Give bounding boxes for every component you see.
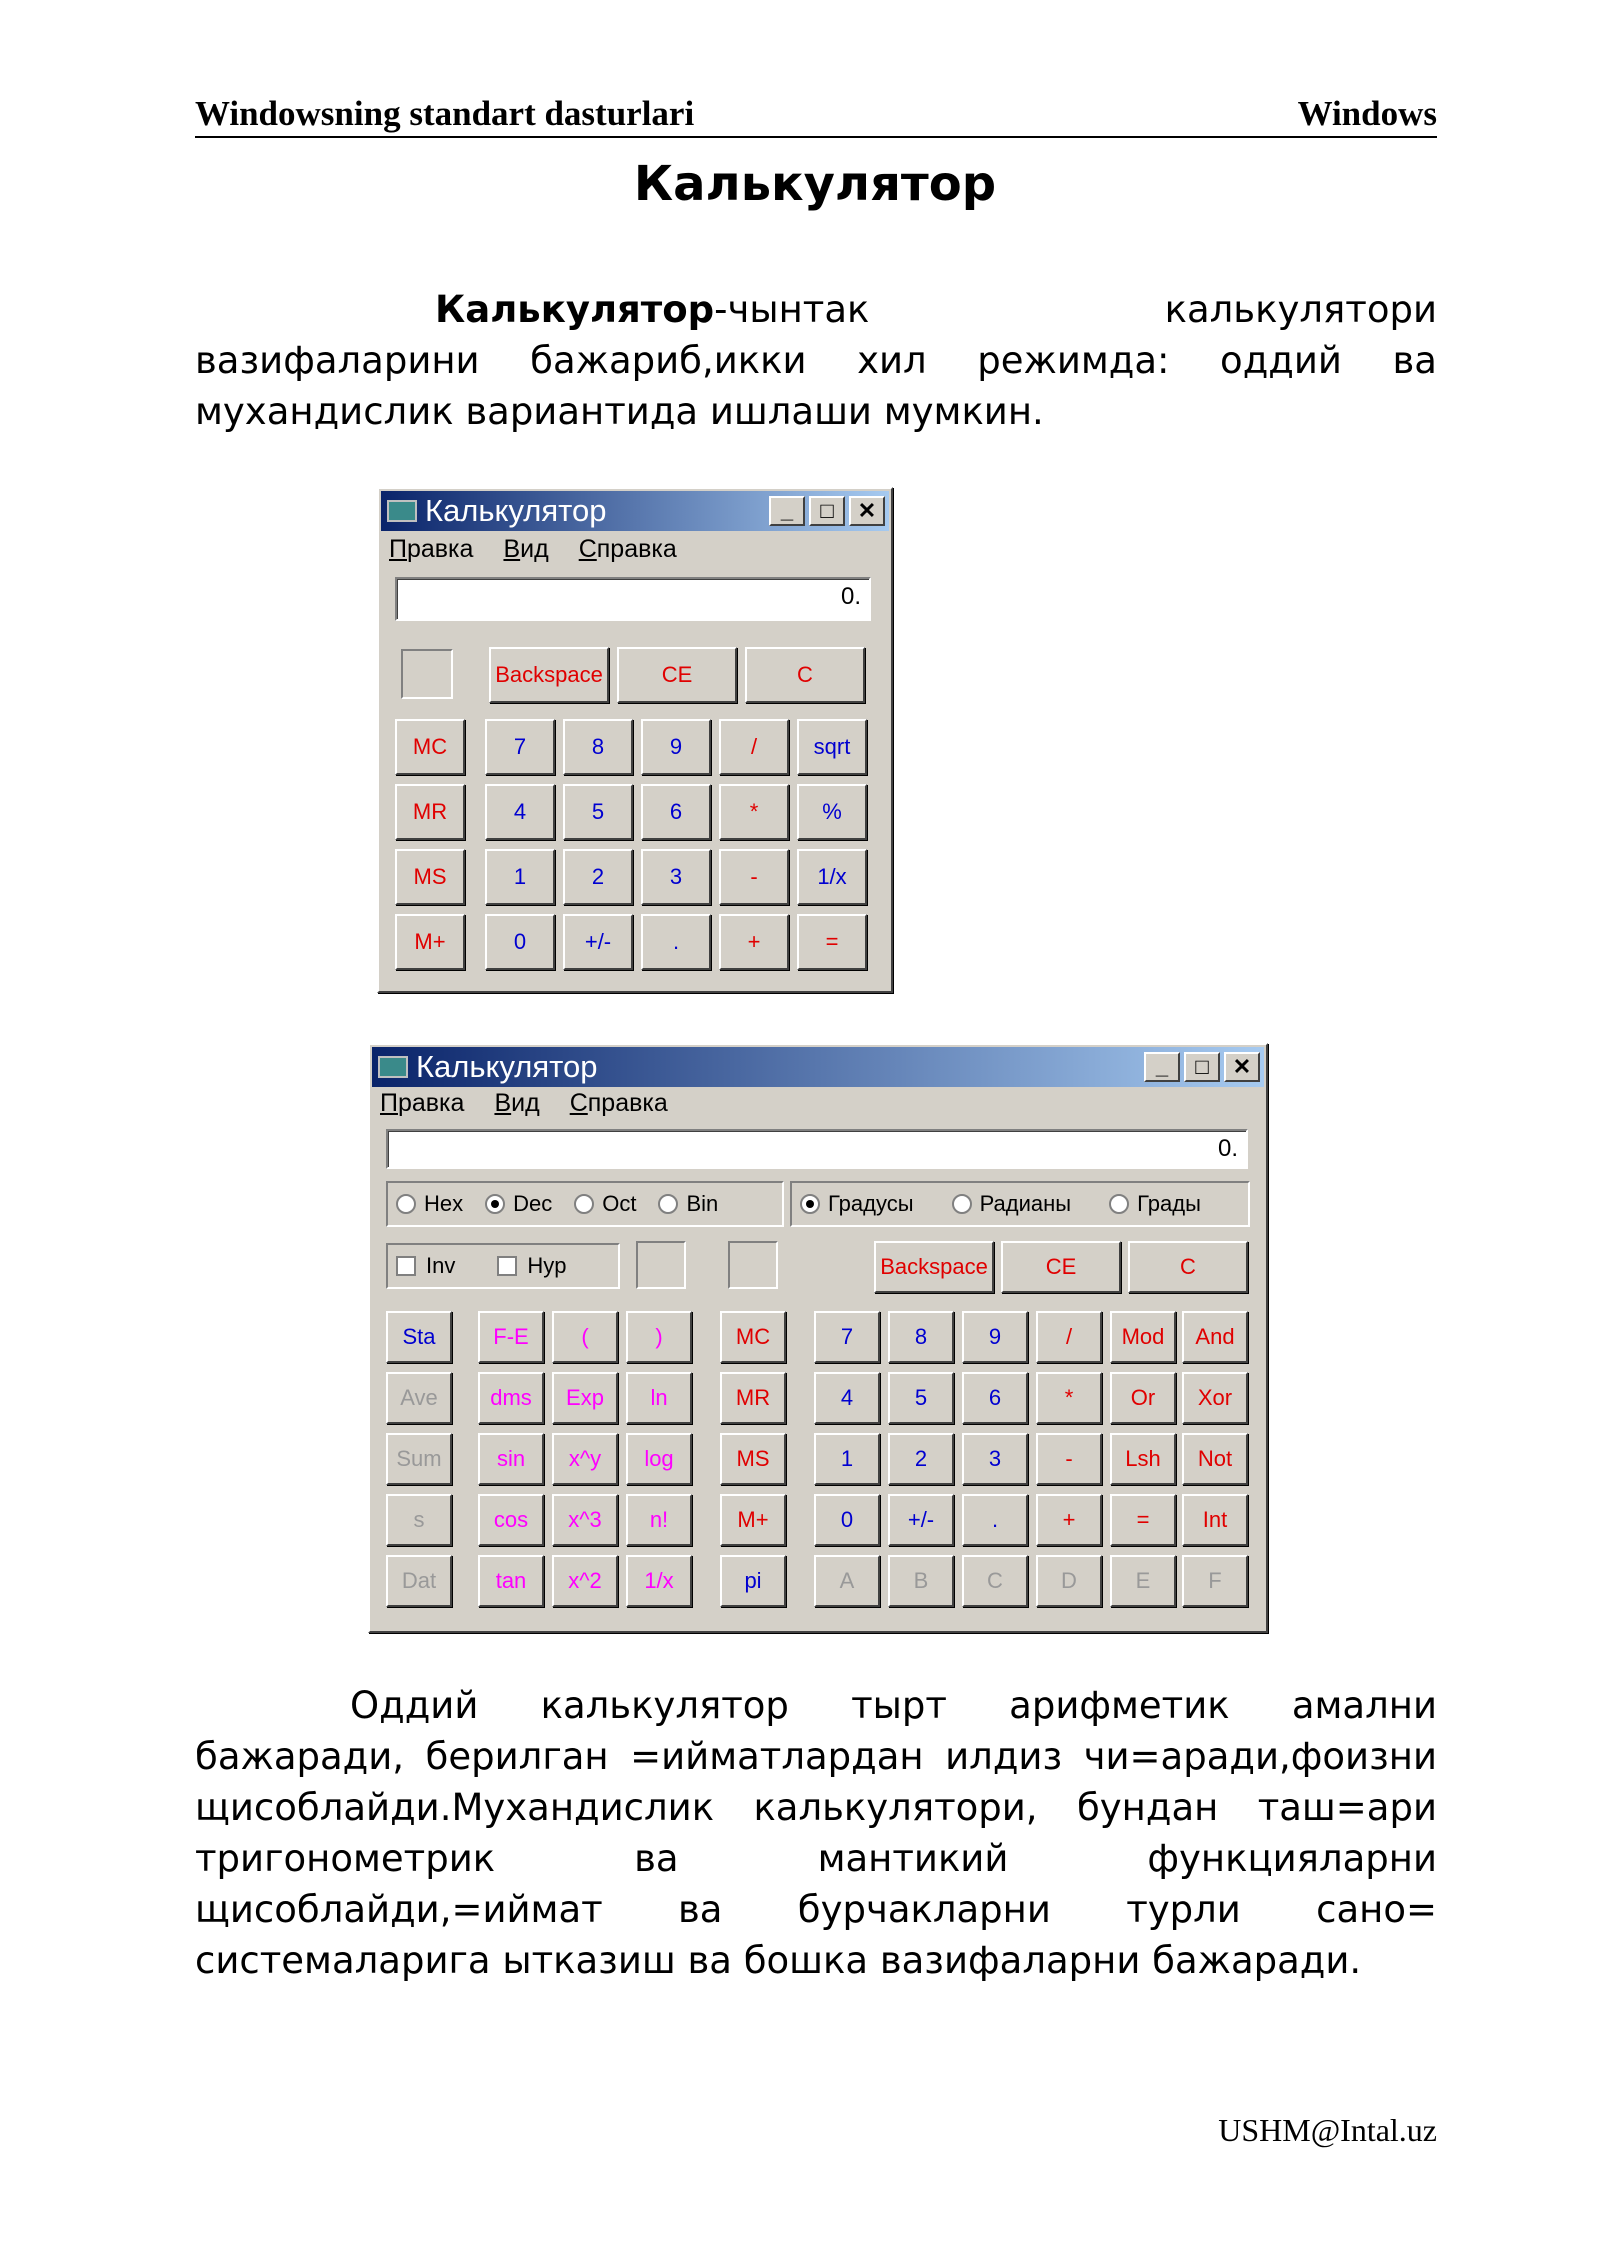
checkbox-inv[interactable] bbox=[396, 1253, 455, 1279]
memory-indicator bbox=[728, 1241, 778, 1289]
mr-button[interactable]: MR bbox=[720, 1372, 786, 1424]
3-button[interactable]: 3 bbox=[962, 1433, 1028, 1485]
calculator-display: 0. bbox=[386, 1129, 1248, 1169]
0-button[interactable]: 0 bbox=[485, 914, 555, 970]
close-button[interactable]: ✕ bbox=[849, 496, 885, 526]
7-button[interactable]: 7 bbox=[814, 1311, 880, 1363]
ms-button[interactable]: MS bbox=[395, 849, 465, 905]
menu-edit[interactable]: Правка bbox=[380, 1089, 465, 1117]
subtract-button[interactable]: - bbox=[719, 849, 789, 905]
tan-button[interactable]: tan bbox=[478, 1555, 544, 1607]
sign-button[interactable]: +/- bbox=[563, 914, 633, 970]
e-button[interactable]: E bbox=[1110, 1555, 1176, 1607]
9-button[interactable]: 9 bbox=[962, 1311, 1028, 1363]
pi-button[interactable]: pi bbox=[720, 1555, 786, 1607]
sin-button[interactable]: sin bbox=[478, 1433, 544, 1485]
6-button[interactable]: 6 bbox=[962, 1372, 1028, 1424]
close-paren-button[interactable]: ) bbox=[626, 1311, 692, 1363]
mc-button[interactable]: MC bbox=[395, 719, 465, 775]
maximize-button[interactable]: □ bbox=[809, 496, 845, 526]
0-button[interactable]: 0 bbox=[814, 1494, 880, 1546]
percent-button[interactable]: % bbox=[797, 784, 867, 840]
multiply-button[interactable]: * bbox=[719, 784, 789, 840]
intro-paragraph bbox=[195, 284, 1437, 437]
and-button[interactable]: And bbox=[1182, 1311, 1248, 1363]
ce-button[interactable]: CE bbox=[617, 647, 737, 703]
backspace-button[interactable]: Backspace bbox=[874, 1241, 994, 1293]
3-button[interactable]: 3 bbox=[641, 849, 711, 905]
radio-degrees-label: Градусы bbox=[828, 1191, 914, 1216]
mc-button[interactable]: MC bbox=[720, 1311, 786, 1363]
subtract-button[interactable]: - bbox=[1036, 1433, 1102, 1485]
title-bar[interactable] bbox=[381, 491, 889, 531]
8-button[interactable]: 8 bbox=[563, 719, 633, 775]
4-button[interactable]: 4 bbox=[485, 784, 555, 840]
calculator-display: 0. bbox=[395, 577, 871, 621]
number-base-group bbox=[386, 1181, 784, 1227]
m+-button[interactable]: M+ bbox=[395, 914, 465, 970]
ave-button[interactable]: Ave bbox=[386, 1372, 452, 1424]
radio-degrees[interactable] bbox=[800, 1191, 914, 1217]
menu-help[interactable]: Справка bbox=[569, 1089, 668, 1117]
body-paragraph: Оддий калькулятор тырт арифметик амални бажаради, берилган =ийматлардан илдиз чи=аради,фоизни щисоблайди.Мухандислик калькулятори, бундан таш=ари тригонометрик ва мантикий функцияларни щисоблайди,=иймат ва бурчакларни турли сано= системаларига ытказиш ва бошка вазифаларни бажаради. bbox=[195, 1684, 1437, 1982]
equals-button[interactable]: = bbox=[797, 914, 867, 970]
decimal-button[interactable]: . bbox=[641, 914, 711, 970]
minimize-button[interactable]: _ bbox=[769, 496, 805, 526]
angle-unit-group bbox=[790, 1181, 1250, 1227]
menu-help[interactable]: Справка bbox=[578, 535, 677, 563]
f-button[interactable]: F bbox=[1182, 1555, 1248, 1607]
reciprocal-button[interactable]: 1/x bbox=[626, 1555, 692, 1607]
radio-grads-label: Грады bbox=[1137, 1191, 1201, 1216]
menu-bar bbox=[380, 1089, 698, 1118]
parentheses-indicator bbox=[636, 1241, 686, 1289]
backspace-button[interactable]: Backspace bbox=[489, 647, 609, 703]
mr-button[interactable]: MR bbox=[395, 784, 465, 840]
header-right: Windows bbox=[1297, 94, 1437, 133]
checkbox-hyp-label: Hyp bbox=[527, 1253, 567, 1278]
ms-button[interactable]: MS bbox=[720, 1433, 786, 1485]
log-button[interactable]: log bbox=[626, 1433, 692, 1485]
sign-button[interactable]: +/- bbox=[888, 1494, 954, 1546]
add-button[interactable]: + bbox=[1036, 1494, 1102, 1546]
c-button[interactable]: C bbox=[962, 1555, 1028, 1607]
page-title: Калькулятор bbox=[633, 156, 997, 212]
9-button[interactable]: 9 bbox=[641, 719, 711, 775]
or-button[interactable]: Or bbox=[1110, 1372, 1176, 1424]
menu-view[interactable]: Вид bbox=[503, 535, 549, 563]
menu-view[interactable]: Вид bbox=[494, 1089, 540, 1117]
add-button[interactable]: + bbox=[719, 914, 789, 970]
memory-indicator bbox=[401, 649, 453, 699]
2-button[interactable]: 2 bbox=[888, 1433, 954, 1485]
sta-button[interactable]: Sta bbox=[386, 1311, 452, 1363]
menu-bar bbox=[389, 535, 707, 564]
window-title: Калькулятор bbox=[425, 493, 607, 528]
c-button[interactable]: C bbox=[745, 647, 865, 703]
7-button[interactable]: 7 bbox=[485, 719, 555, 775]
standard-calculator-window bbox=[377, 487, 893, 993]
radio-radians-label: Радианы bbox=[979, 1191, 1072, 1216]
5-button[interactable]: 5 bbox=[563, 784, 633, 840]
minimize-button[interactable]: _ bbox=[1144, 1052, 1180, 1082]
footer-email: USHM@Intal.uz bbox=[1218, 2112, 1437, 2148]
not-button[interactable]: Not bbox=[1182, 1433, 1248, 1485]
radio-hex-label: Hex bbox=[424, 1191, 464, 1216]
2-button[interactable]: 2 bbox=[563, 849, 633, 905]
xor-button[interactable]: Xor bbox=[1182, 1372, 1248, 1424]
factorial-button[interactable]: n! bbox=[626, 1494, 692, 1546]
8-button[interactable]: 8 bbox=[888, 1311, 954, 1363]
divide-button[interactable]: / bbox=[719, 719, 789, 775]
page-header bbox=[195, 92, 1437, 138]
checkbox-hyp[interactable] bbox=[497, 1253, 566, 1279]
inv-hyp-group bbox=[386, 1243, 620, 1289]
title-bar[interactable] bbox=[372, 1047, 1264, 1087]
reciprocal-button[interactable]: 1/x bbox=[797, 849, 867, 905]
ce-button[interactable]: CE bbox=[1001, 1241, 1121, 1293]
equals-button[interactable]: = bbox=[1110, 1494, 1176, 1546]
radio-radians[interactable] bbox=[952, 1191, 1072, 1217]
dat-button[interactable]: Dat bbox=[386, 1555, 452, 1607]
open-paren-button[interactable]: ( bbox=[552, 1311, 618, 1363]
maximize-button[interactable]: □ bbox=[1184, 1052, 1220, 1082]
b-button[interactable]: B bbox=[888, 1555, 954, 1607]
multiply-button[interactable]: * bbox=[1036, 1372, 1102, 1424]
mod-button[interactable]: Mod bbox=[1110, 1311, 1176, 1363]
square-button[interactable]: x^2 bbox=[552, 1555, 618, 1607]
1-button[interactable]: 1 bbox=[485, 849, 555, 905]
1-button[interactable]: 1 bbox=[814, 1433, 880, 1485]
lsh-button[interactable]: Lsh bbox=[1110, 1433, 1176, 1485]
ln-button[interactable]: ln bbox=[626, 1372, 692, 1424]
window-title: Калькулятор bbox=[416, 1049, 598, 1084]
5-button[interactable]: 5 bbox=[888, 1372, 954, 1424]
int-button[interactable]: Int bbox=[1182, 1494, 1248, 1546]
divide-button[interactable]: / bbox=[1036, 1311, 1102, 1363]
scientific-calculator-window bbox=[368, 1043, 1268, 1633]
a-button[interactable]: A bbox=[814, 1555, 880, 1607]
s-button[interactable]: s bbox=[386, 1494, 452, 1546]
header-left: Windowsning standart dasturlari bbox=[195, 94, 695, 133]
intro-bold-term: Калькулятор bbox=[435, 288, 715, 331]
m+-button[interactable]: M+ bbox=[720, 1494, 786, 1546]
c-button[interactable]: C bbox=[1128, 1241, 1248, 1293]
dms-button[interactable]: dms bbox=[478, 1372, 544, 1424]
radio-oct[interactable] bbox=[574, 1191, 636, 1217]
radio-grads[interactable] bbox=[1109, 1191, 1201, 1217]
radio-bin[interactable] bbox=[658, 1191, 718, 1217]
d-button[interactable]: D bbox=[1036, 1555, 1102, 1607]
radio-hex[interactable] bbox=[396, 1191, 463, 1217]
4-button[interactable]: 4 bbox=[814, 1372, 880, 1424]
decimal-button[interactable]: . bbox=[962, 1494, 1028, 1546]
radio-oct-label: Oct bbox=[602, 1191, 637, 1216]
calculator-app-icon bbox=[378, 1056, 408, 1078]
6-button[interactable]: 6 bbox=[641, 784, 711, 840]
sum-button[interactable]: Sum bbox=[386, 1433, 452, 1485]
calculator-app-icon bbox=[387, 500, 417, 522]
checkbox-inv-label: Inv bbox=[426, 1253, 456, 1278]
cos-button[interactable]: cos bbox=[478, 1494, 544, 1546]
sqrt-button[interactable]: sqrt bbox=[797, 719, 867, 775]
radio-dec-label: Dec bbox=[513, 1191, 553, 1216]
power-button[interactable]: x^y bbox=[552, 1433, 618, 1485]
close-button[interactable]: ✕ bbox=[1224, 1052, 1260, 1082]
exp-button[interactable]: Exp bbox=[552, 1372, 618, 1424]
menu-edit[interactable]: Правка bbox=[389, 535, 474, 563]
cube-button[interactable]: x^3 bbox=[552, 1494, 618, 1546]
fe-button[interactable]: F-E bbox=[478, 1311, 544, 1363]
radio-bin-label: Bin bbox=[686, 1191, 719, 1216]
radio-dec[interactable] bbox=[485, 1191, 552, 1217]
intro-text: -чынтак калькулятори вазифаларини бажариб,икки хил режимда: оддий ва мухандислик вариантида ишлаши мумкин. bbox=[195, 288, 1437, 433]
